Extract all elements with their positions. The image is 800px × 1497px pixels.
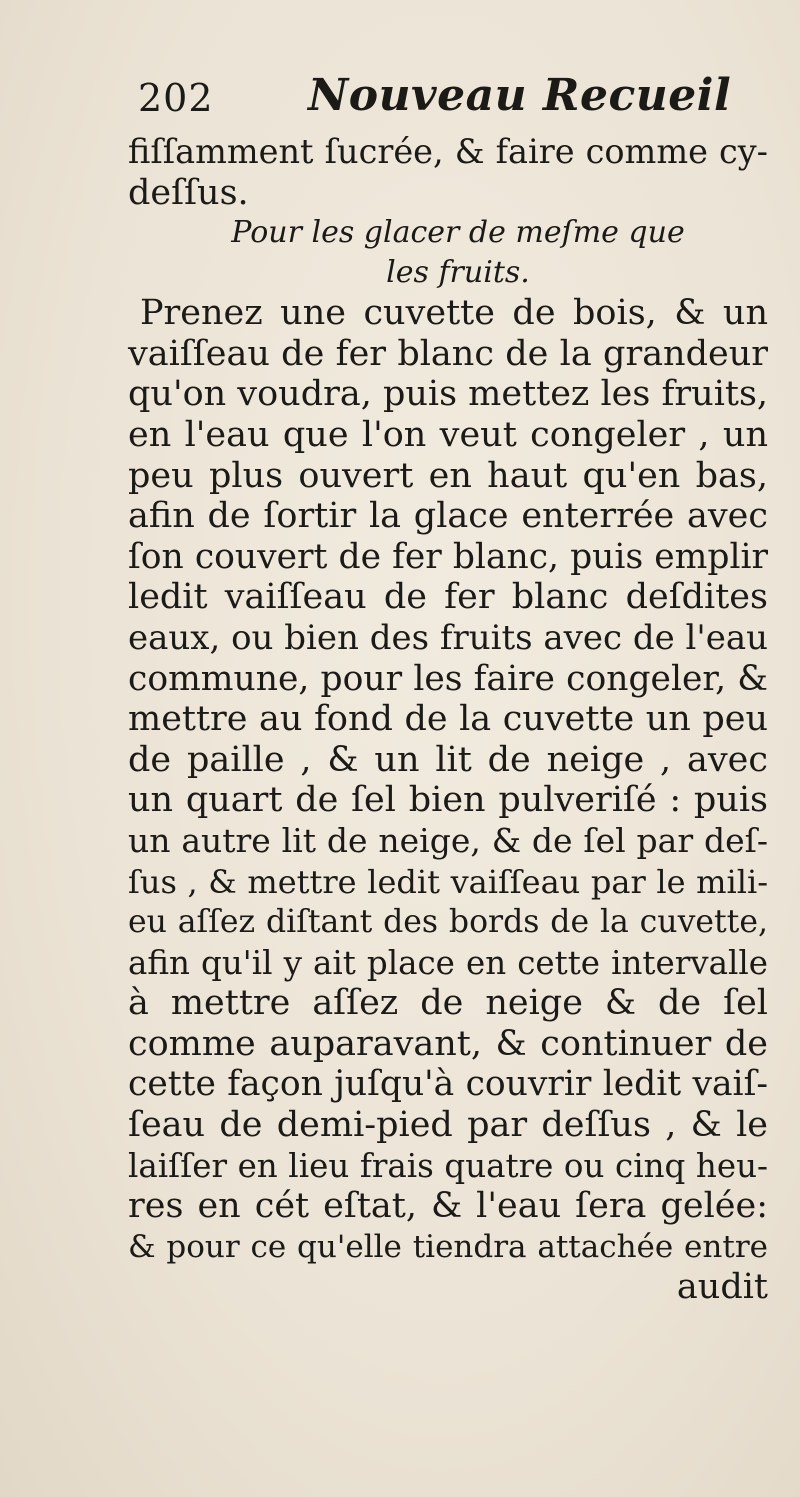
- text-line: peu plus ouvert en haut qu'en bas,: [128, 455, 768, 496]
- text-line: res en cét eſtat, & l'eau ſera gelée:: [128, 1186, 768, 1227]
- text-line: ſus , & mettre ledit vaiſſeau par le mili-: [128, 862, 768, 901]
- section-subheading-line: les fruits.: [386, 255, 530, 291]
- text-line: laiſſer en lieu frais quatre ou cinq heu-: [128, 1146, 768, 1185]
- text-line: cette façon juſqu'à couvrir ledit vaiſ-: [128, 1064, 768, 1105]
- running-title: Nouveau Recueil: [308, 70, 732, 121]
- section-subheading-line: Pour les glacer de meſme que: [231, 215, 685, 251]
- text-line: commune, pour les faire congeler, &: [128, 658, 768, 699]
- text-line: un quart de ſel bien pulveriſé : puis: [128, 780, 768, 821]
- text-line: vaiſſeau de fer blanc de la grandeur: [128, 333, 768, 374]
- text-line: de paille , & un lit de neige , avec: [128, 739, 768, 780]
- text-line: & pour ce qu'elle tiendra attachée entre: [128, 1228, 768, 1265]
- text-line: eaux, ou bien des fruits avec de l'eau: [128, 617, 769, 658]
- text-line: mettre au fond de la cuvette un peu: [128, 699, 768, 740]
- text-line: deſſus.: [128, 172, 249, 213]
- paragraph: [128, 293, 768, 1267]
- text-line: Prenez une cuvette de bois, & un: [140, 293, 768, 334]
- text-line: qu'on voudra, puis mettez les fruits,: [128, 374, 769, 415]
- text-line: ſeau de demi-pied par deſſus , & le: [128, 1105, 768, 1146]
- page-number: 202: [138, 76, 214, 120]
- text-line: en l'eau que l'on veut congeler , un: [128, 414, 768, 455]
- text-line: fiſſamment ſucrée, & faire comme cy-: [128, 132, 768, 171]
- text-line: ledit vaiſſeau de fer blanc deſdites: [128, 577, 768, 618]
- text-line: à mettre aſſez de neige & de ſel: [128, 983, 768, 1024]
- catchword: audit: [676, 1267, 768, 1308]
- text-line: eu aſſez diſtant des bords de la cuvette,: [128, 904, 768, 941]
- text-line: un autre lit de neige, & de ſel par deſ-: [128, 820, 768, 860]
- text-line: comme auparavant, & continuer de: [128, 1023, 768, 1064]
- text-line: afin de ſortir la glace enterrée avec: [128, 496, 768, 537]
- page-body: [128, 132, 768, 1308]
- text-line: afin qu'il y ait place en cette intervalle: [128, 943, 768, 982]
- page-header: [138, 68, 738, 128]
- text-line: ſon couvert de fer blanc, puis emplir: [128, 536, 768, 577]
